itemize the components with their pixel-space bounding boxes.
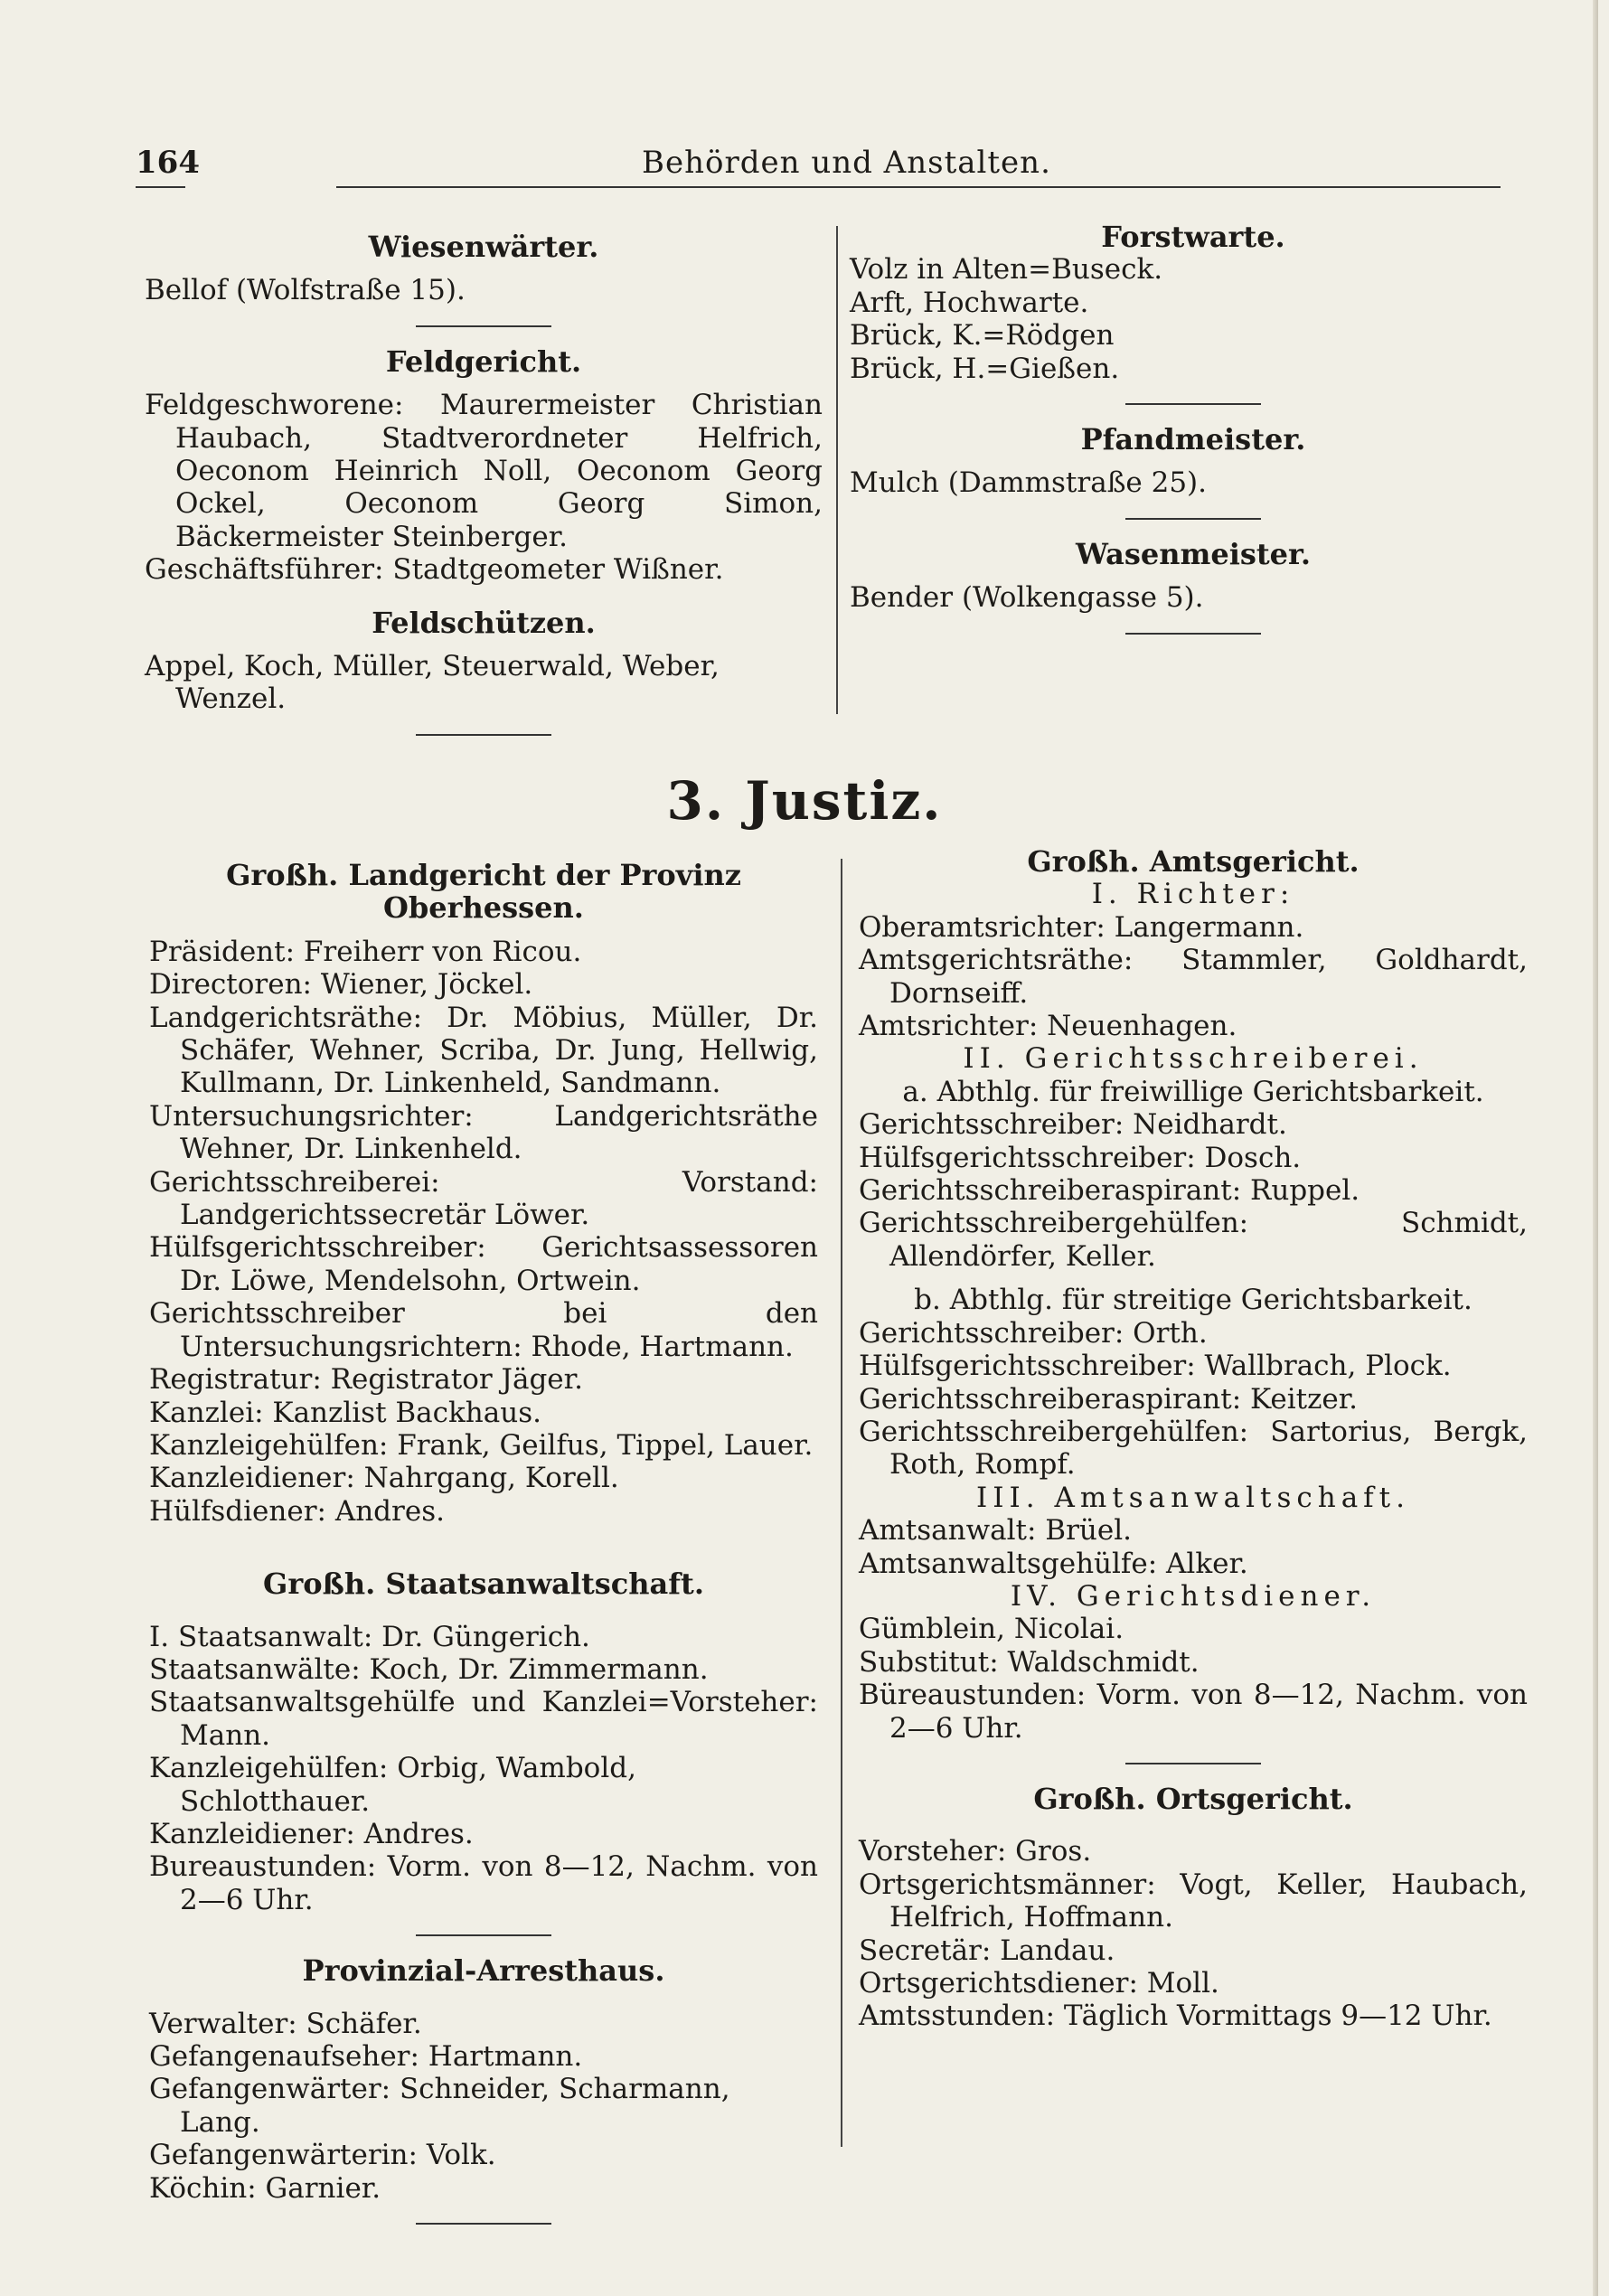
entry: Hülfsdiener: Andres. [149,1494,445,1528]
entry: Amtsrichter: Neuenhagen. [859,1010,1237,1043]
entry: Amtsanwaltsgehülfe: Alker. [859,1547,1248,1580]
separator-rule [416,734,551,736]
entry: I. Staatsanwalt: Dr. Güngerich. [149,1620,590,1653]
entry: Hülfsgerichtsschreiber: Gerichtsassessoren Dr. Löwe, Mendelsohn, Ortwein. [149,1231,818,1297]
entry: Registratur: Registrator Jäger. [149,1363,583,1397]
separator-rule [1125,633,1261,635]
separator-rule [416,1934,551,1936]
entry: Mulch (Dammstraße 25). [850,466,1207,500]
entry: Gerichtsschreiber: Orth. [859,1316,1208,1350]
entry: Arft, Hochwarte. [850,286,1089,319]
section-heading-pfandmeister: Pfandmeister. [1080,422,1306,457]
section-heading-feldgericht: Feldgericht. [385,343,582,379]
entry: Amtsgerichtsräthe: Stammler, Goldhardt, Dornseiff. [859,944,1528,1010]
subheading-gerichtsdiener: IV. Gerichtsdiener. [1010,1579,1377,1613]
entry: Untersuchungsrichter: Landgerichtsräthe Wehner, Dr. Linkenheld. [149,1099,818,1166]
entry: Gefangenwärterin: Volk. [149,2139,496,2172]
entry: Feldgeschworene: Maurermeister Christian Haubach, Stadtverordneter Helfrich, Oeconom Heinrich Noll, Oeconom Georg Ockel, Oeconom Georg Simon, Bäckermeister Steinberger. [145,389,823,553]
section-heading-amtsgericht: Großh. Amtsgericht. [1027,844,1360,879]
separator-rule [416,325,551,327]
entry: Bellof (Wolfstraße 15). [145,274,466,307]
subheading-abteilung-b: b. Abthlg. für streitige Gerichtsbarkeit. [914,1284,1473,1317]
entry: Staatsanwaltsgehülfe und Kanzlei=Vorsteher: Mann. [149,1686,818,1752]
entry: Landgerichtsräthe: Dr. Möbius, Müller, Dr. Schäfer, Wehner, Scriba, Dr. Jung, Hellwig, Kullmann, Dr. Linkenheld, Sandmann. [149,1001,818,1100]
entry: Directoren: Wiener, Jöckel. [149,968,533,1002]
entry: Hülfsgerichtsschreiber: Wallbrach, Plock. [859,1350,1452,1383]
entry: Brück, H.=Gießen. [850,352,1120,385]
section-heading-landgericht: Großh. Landgericht der Provinz Oberhessen. [226,858,741,926]
entry: Kanzleigehülfen: Orbig, Wambold, Schlotthauer. [149,1752,636,1818]
entry: Ortsgerichtsmänner: Vogt, Keller, Haubach, Helfrich, Hoffmann. [859,1868,1528,1934]
subheading-gerichtsschreiberei: II. Gerichtsschreiberei. [963,1042,1424,1076]
entry: Bender (Wolkengasse 5). [850,581,1204,615]
section-title-justiz: 3. Justiz. [666,770,943,832]
section-heading-wiesenwaerter: Wiesenwärter. [368,230,599,264]
entry: Kanzleigehülfen: Frank, Geilfus, Tippel, Lauer. [149,1428,814,1462]
entry: Gefangenaufseher: Hartmann. [149,2040,583,2073]
entry: Brück, K.=Rödgen [850,319,1115,353]
column-divider [841,859,842,2147]
separator-rule [416,2223,551,2225]
section-heading-wasenmeister: Wasenmeister. [1075,536,1312,571]
entry: Gerichtsschreiberei: Vorstand: Landgerichtssecretär Löwer. [149,1165,818,1232]
entry: Kanzlei: Kanzlist Backhaus. [149,1396,541,1429]
subheading-richter: I. Richter: [1091,878,1295,911]
left-column-top [145,231,823,754]
subheading-abteilung-a: a. Abthlg. für freiwillige Gerichtsbarkeit. [902,1075,1484,1108]
entry: Gefangenwärter: Schneider, Scharmann, Lang. [149,2073,730,2139]
entry: Gümblein, Nicolai. [859,1613,1124,1646]
entry: Amtsanwalt: Brüel. [859,1514,1132,1548]
right-column-top [850,221,1537,653]
entry: Gerichtsschreiberaspirant: Ruppel. [859,1174,1360,1208]
entry: Staatsanwälte: Koch, Dr. Zimmermann. [149,1652,709,1686]
section-heading-feldschuetzen: Feldschützen. [372,605,596,640]
page-header [136,145,1501,190]
subheading-amtsanwaltschaft: III. Amtsanwaltschaft. [976,1481,1410,1514]
entry: Amtsstunden: Täglich Vormittags 9—12 Uhr. [859,2000,1492,2033]
header-rule [336,186,1501,188]
entry: Kanzleidiener: Nahrgang, Korell. [149,1462,619,1495]
entry: Gerichtsschreiber: Neidhardt. [859,1108,1287,1142]
column-divider [836,226,838,714]
running-title: Behörden und Anstalten. [642,145,1051,181]
right-column-bottom [859,845,1528,2033]
entry: Bureaustunden: Vorm. von 8—12, Nachm. von 2—6 Uhr. [149,1850,818,1916]
entry: Appel, Koch, Müller, Steuerwald, Weber, Wenzel. [145,650,720,716]
entry: Gerichtsschreiberaspirant: Keitzer. [859,1382,1359,1416]
separator-rule [1125,518,1261,520]
entry: Secretär: Landau. [859,1934,1115,1967]
entry: Vorsteher: Gros. [859,1835,1092,1868]
entry: Substitut: Waldschmidt. [859,1645,1200,1679]
header-rule [136,186,185,188]
entry: Volz in Alten=Buseck. [850,253,1163,287]
section-heading-staatsanwaltschaft: Großh. Staatsanwaltschaft. [263,1567,704,1602]
entry: Hülfsgerichtsschreiber: Dosch. [859,1141,1302,1174]
entry: Verwalter: Schäfer. [149,2007,422,2040]
left-column-bottom [149,859,818,2243]
separator-rule [1125,1763,1261,1764]
entry: Gerichtsschreiber bei den Untersuchungsrichtern: Rhode, Hartmann. [149,1297,818,1363]
entry: Ortsgerichtsdiener: Moll. [859,1967,1219,2000]
entry: Köchin: Garnier. [149,2171,381,2205]
separator-rule [1125,403,1261,405]
entry: Oberamtsrichter: Langermann. [859,910,1304,944]
section-heading-ortsgericht: Großh. Ortsgericht. [1033,1781,1353,1816]
entry: Büreaustunden: Vorm. von 8—12, Nachm. von 2—6 Uhr. [859,1679,1528,1745]
entry: Kanzleidiener: Andres. [149,1817,474,1850]
entry: Präsident: Freiherr von Ricou. [149,935,582,968]
section-heading-arresthaus: Provinzial-Arresthaus. [302,1953,665,1989]
page-number: 164 [136,145,200,181]
entry: Gerichtsschreibergehülfen: Sartorius, Bergk, Roth, Rompf. [859,1415,1528,1482]
entry: Geschäftsführer: Stadtgeometer Wißner. [145,553,724,587]
page-edge [1593,0,1598,2296]
entry: Gerichtsschreibergehülfen: Schmidt, Allendörfer, Keller. [859,1207,1528,1273]
section-heading-forstwarte: Forstwarte. [1101,220,1285,254]
